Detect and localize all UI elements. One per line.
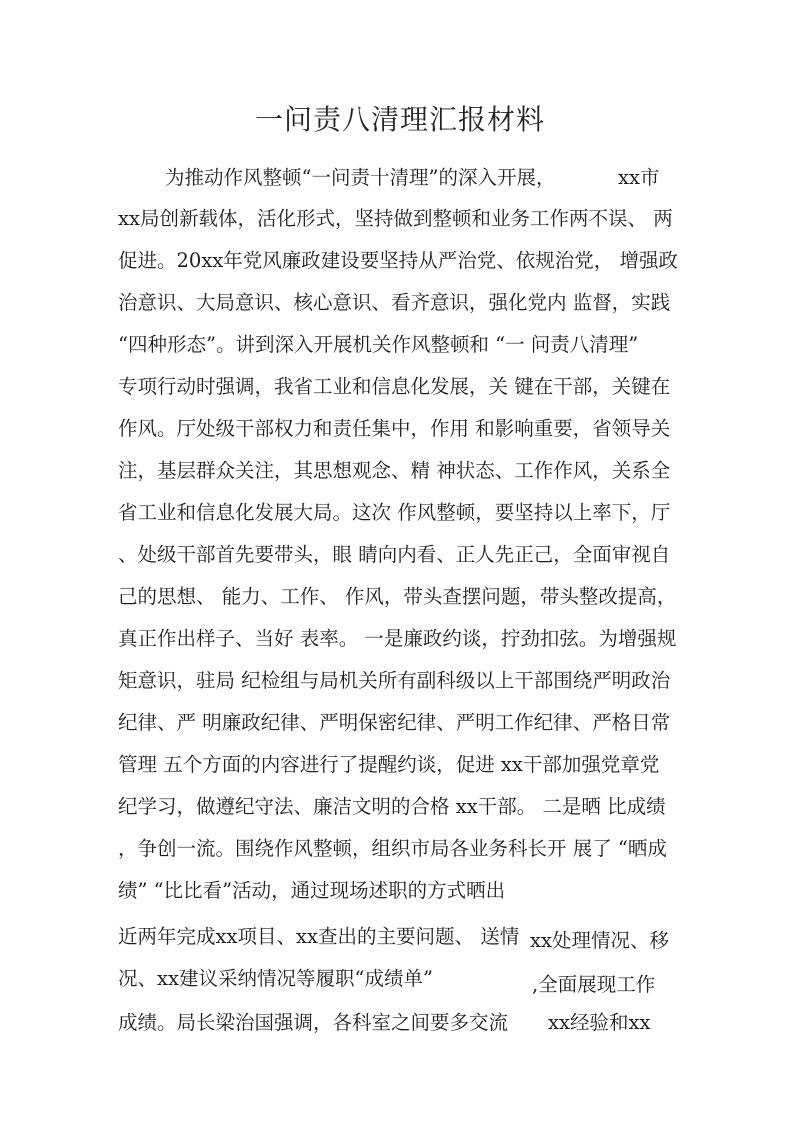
body-line: 、处级干部首先要带头，眼 睛向内看、正人先正己，全面审视自	[118, 543, 671, 566]
body-line: 治意识、大局意识、核心意识、看齐意识，强化党内 监督，实践	[118, 291, 671, 314]
body-line: 为推动作风整顿“一问责十清理”的深入开展，	[165, 166, 556, 189]
body-line: “四种形态”。讲到深入开展机关作风整顿和 “一 问责八清理”	[118, 333, 639, 356]
body-line: 促进。20xx年党风廉政建设要坚持从严治党、依规治党， 增强政	[118, 249, 679, 272]
body-line: 真正作出样子、当好 表率。 一是廉政约谈，拧劲扣弦。为增强规	[118, 627, 677, 650]
body-line: 省工业和信息化发展大局。这次 作风整顿，要坚持以上率下，厅	[118, 501, 671, 524]
body-line: 纪学习，做遵纪守法、廉洁文明的合格 xx干部。 二是晒 比成绩	[118, 795, 666, 818]
body-line: 成绩。局长梁治国强调，各科室之间要多交流	[118, 1011, 509, 1034]
body-line: 作风。厅处级干部权力和责任集中，作用 和影响重要，省领导关	[118, 417, 671, 440]
body-line: 绩” “比比看”活动，通过现场述职的方式晒出	[118, 879, 506, 902]
body-line: 纪律、严 明廉政纪律、严明保密纪律、严明工作纪律、严格日常	[118, 711, 671, 734]
body-line: xx局创新载体，活化形式，坚持做到整顿和业务工作两不误、 两	[118, 207, 673, 230]
body-line: xx市	[618, 166, 660, 189]
body-line: 管理 五个方面的内容进行了提醒约谈，促进 xx干部加强党章党	[118, 753, 660, 776]
body-line: xx处理情况、移	[530, 929, 669, 952]
body-line: 专项行动时强调，我省工业和信息化发展，关 键在干部，关键在	[118, 375, 671, 398]
body-line: ，争创一流。围绕作风整顿，组织市局各业务科长开 展了 “晒成	[118, 837, 667, 860]
body-line: 矩意识，驻局 纪检组与局机关所有副科级以上干部围绕严明政治	[118, 669, 671, 692]
document-title: 一问责八清理汇报材料	[254, 103, 545, 136]
body-line: 己的思想、 能力、工作、 作风，带头查摆问题，带头整改提高，	[118, 585, 677, 608]
body-line: 况、xx建议采纳情况等履职“成绩单”	[118, 967, 433, 990]
body-line: 注，基层群众关注，其思想观念、精 神状态、工作作风，关系全	[118, 459, 671, 482]
body-line: 近两年完成xx项目、xx查出的主要问题、 送情	[118, 925, 520, 948]
body-line: xx经验和xx	[548, 1011, 651, 1034]
body-line: ,全面展现工作	[532, 973, 656, 996]
